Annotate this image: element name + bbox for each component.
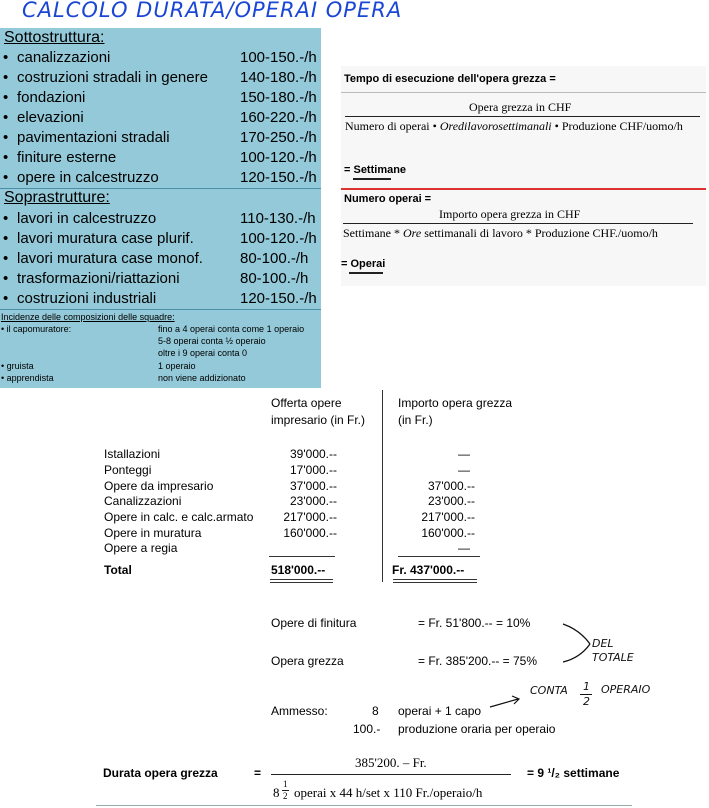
assumed-production-text: produzione oraria per operaio bbox=[398, 722, 556, 736]
time-formula-label: Tempo di esecuzione dell'opera grezza = bbox=[344, 73, 556, 85]
underline bbox=[270, 579, 333, 580]
col1-header: impresario (in Fr.) bbox=[271, 413, 366, 427]
table-cell-gross: 217'000.-- bbox=[421, 510, 475, 524]
gross-label: Opera grezza bbox=[271, 654, 344, 668]
handwritten-fraction-den: 2 bbox=[583, 695, 590, 708]
assumed-label: Ammesso: bbox=[271, 704, 328, 718]
duration-den-rest: operai x 44 h/set x 110 Fr./operaio/h bbox=[294, 785, 483, 800]
team-label: • gruista bbox=[1, 361, 34, 371]
table-cell-offer: 217'000.-- bbox=[283, 510, 337, 524]
underline bbox=[393, 579, 477, 580]
time-formula-result: = Settimane bbox=[344, 164, 407, 176]
assumed-workers-number: 8 bbox=[372, 704, 379, 718]
total-gross: Fr. 437'000.-- bbox=[392, 563, 465, 577]
workers-formula-denominator: Settimane * Ore settimanali di lavoro * Produzione CHF./uomo/h bbox=[343, 226, 658, 240]
handwritten-note: DEL bbox=[592, 637, 614, 650]
table-row-label: Opere in calc. e calc.armato bbox=[104, 510, 254, 524]
fraction-bar bbox=[343, 223, 693, 224]
time-formula-numerator: Opera grezza in CHF bbox=[469, 100, 572, 114]
table-row-label: Opere in muratura bbox=[104, 526, 202, 540]
underline bbox=[393, 582, 477, 583]
divider bbox=[0, 309, 321, 310]
table-cell-gross: 160'000.-- bbox=[421, 526, 475, 540]
column-divider bbox=[382, 390, 383, 582]
table-cell-offer: 23'000.-- bbox=[290, 494, 337, 508]
handwritten-note: OPERAIO bbox=[601, 683, 651, 696]
productivity-rates-panel: Sottostruttura: • canalizzazioni 100-150.-/h • costruzioni stradali in genere 140-180.-/h • fondazioni 150-180.-/h • elevazioni 160-220.-/h • pavimentazioni stradali 170-250.-/h • finiture esterne 100-120.-/h • opere in calcestruzzo 120-150.-/h Soprastrutture: • lavori in calcestruzzo 110-130.-/h • lavori muratura case plurif. 100-120.-/h • lavori muratura case monof. 80-100.-/h • trasformazioni/riattazioni 80-100.-/h • costruzioni industriali 120-150.-/h Incidenze delle composizioni delle squadre: • il capomuratore: fino a 4 operai conta come 1 operaio 5-8 operai conta ½ operaio oltre i 9 operai conta 0 • gruista 1 operaio • apprendista non viene addizionato bbox=[0, 28, 321, 388]
team-value: 1 operaio bbox=[158, 361, 196, 371]
total-line bbox=[269, 556, 335, 557]
table-row-label: Opere a regia bbox=[104, 541, 178, 555]
divider bbox=[341, 92, 706, 93]
team-value: fino a 4 operai conta come 1 operaio bbox=[158, 324, 305, 334]
table-row-label: Opere da impresario bbox=[104, 479, 214, 493]
handwritten-note: TOTALE bbox=[592, 651, 634, 664]
team-title: Incidenze delle composizioni delle squadre: bbox=[1, 312, 175, 322]
table-row-label: Ponteggi bbox=[104, 463, 152, 477]
table-row-label: Istallazioni bbox=[104, 447, 161, 461]
team-value: non viene addizionato bbox=[158, 373, 246, 383]
team-label: • apprendista bbox=[1, 373, 54, 383]
finish-value: = Fr. 51'800.-- = 10% bbox=[418, 616, 531, 630]
time-formula-denominator: Numero di operai • Oredilavorosettimanali • Produzione CHF/uomo/h bbox=[345, 119, 683, 133]
substructure-title: Sottostruttura: bbox=[4, 29, 105, 46]
workers-formula-label: Numero operai = bbox=[344, 193, 432, 205]
red-divider bbox=[341, 188, 706, 190]
superstructure-title: Soprastrutture: bbox=[4, 189, 110, 206]
table-cell-offer: 160'000.-- bbox=[283, 526, 337, 540]
fraction-bar bbox=[345, 116, 700, 117]
handwritten-arrow bbox=[488, 693, 524, 711]
duration-den-frac-den: 2 bbox=[283, 791, 288, 801]
gross-value: = Fr. 385'200.-- = 75% bbox=[418, 654, 538, 668]
assumed-workers-text: operai + 1 capo bbox=[398, 704, 482, 718]
table-cell-gross: — bbox=[458, 463, 470, 477]
total-label: Total bbox=[104, 563, 132, 577]
col2-header: (in Fr.) bbox=[398, 413, 433, 427]
bottom-rule bbox=[96, 805, 632, 806]
table-cell-gross: 23'000.-- bbox=[428, 494, 475, 508]
finish-label: Opere di finitura bbox=[271, 616, 357, 630]
table-cell-offer: 17'000.-- bbox=[290, 463, 337, 477]
table-cell-gross: — bbox=[458, 541, 470, 555]
total-line bbox=[398, 556, 480, 557]
underline bbox=[270, 582, 333, 583]
team-label: • il capomuratore: bbox=[1, 324, 72, 334]
table-cell-offer: 39'000.-- bbox=[290, 447, 337, 461]
duration-den-frac-num: 1 bbox=[283, 779, 288, 789]
underline bbox=[353, 178, 391, 180]
handwritten-heading: CALCOLO DURATA/OPERAI OPERA bbox=[22, 0, 403, 22]
table-cell-offer: 37'000.-- bbox=[290, 479, 337, 493]
duration-label: Durata opera grezza bbox=[103, 766, 218, 780]
total-offer: 518'000.-- bbox=[271, 563, 326, 577]
col2-header: Importo opera grezza bbox=[398, 396, 513, 410]
fraction-bar bbox=[271, 774, 511, 775]
handwritten-note: CONTA bbox=[530, 684, 568, 697]
formula-box bbox=[341, 66, 706, 286]
handwritten-fraction-num: 1 bbox=[583, 680, 590, 693]
underline bbox=[349, 272, 383, 274]
duration-numerator: 385'200. – Fr. bbox=[355, 755, 427, 770]
team-value: 5-8 operai conta ½ operaio bbox=[158, 336, 266, 346]
col1-header: Offerta opere bbox=[271, 396, 342, 410]
team-value: oltre i 9 operai conta 0 bbox=[158, 348, 248, 358]
duration-result: = 9 ¹/₂ settimane bbox=[527, 766, 620, 780]
table-row-label: Canalizzazioni bbox=[104, 494, 182, 508]
duration-equals: = bbox=[254, 766, 262, 780]
table-cell-gross: — bbox=[458, 447, 470, 461]
workers-formula-result: = Operai bbox=[341, 258, 386, 270]
workers-formula-numerator: Importo opera grezza in CHF bbox=[439, 207, 581, 221]
assumed-production-number: 100.- bbox=[353, 722, 381, 736]
duration-den-whole: 8 bbox=[273, 785, 280, 800]
table-cell-gross: 37'000.-- bbox=[428, 479, 475, 493]
